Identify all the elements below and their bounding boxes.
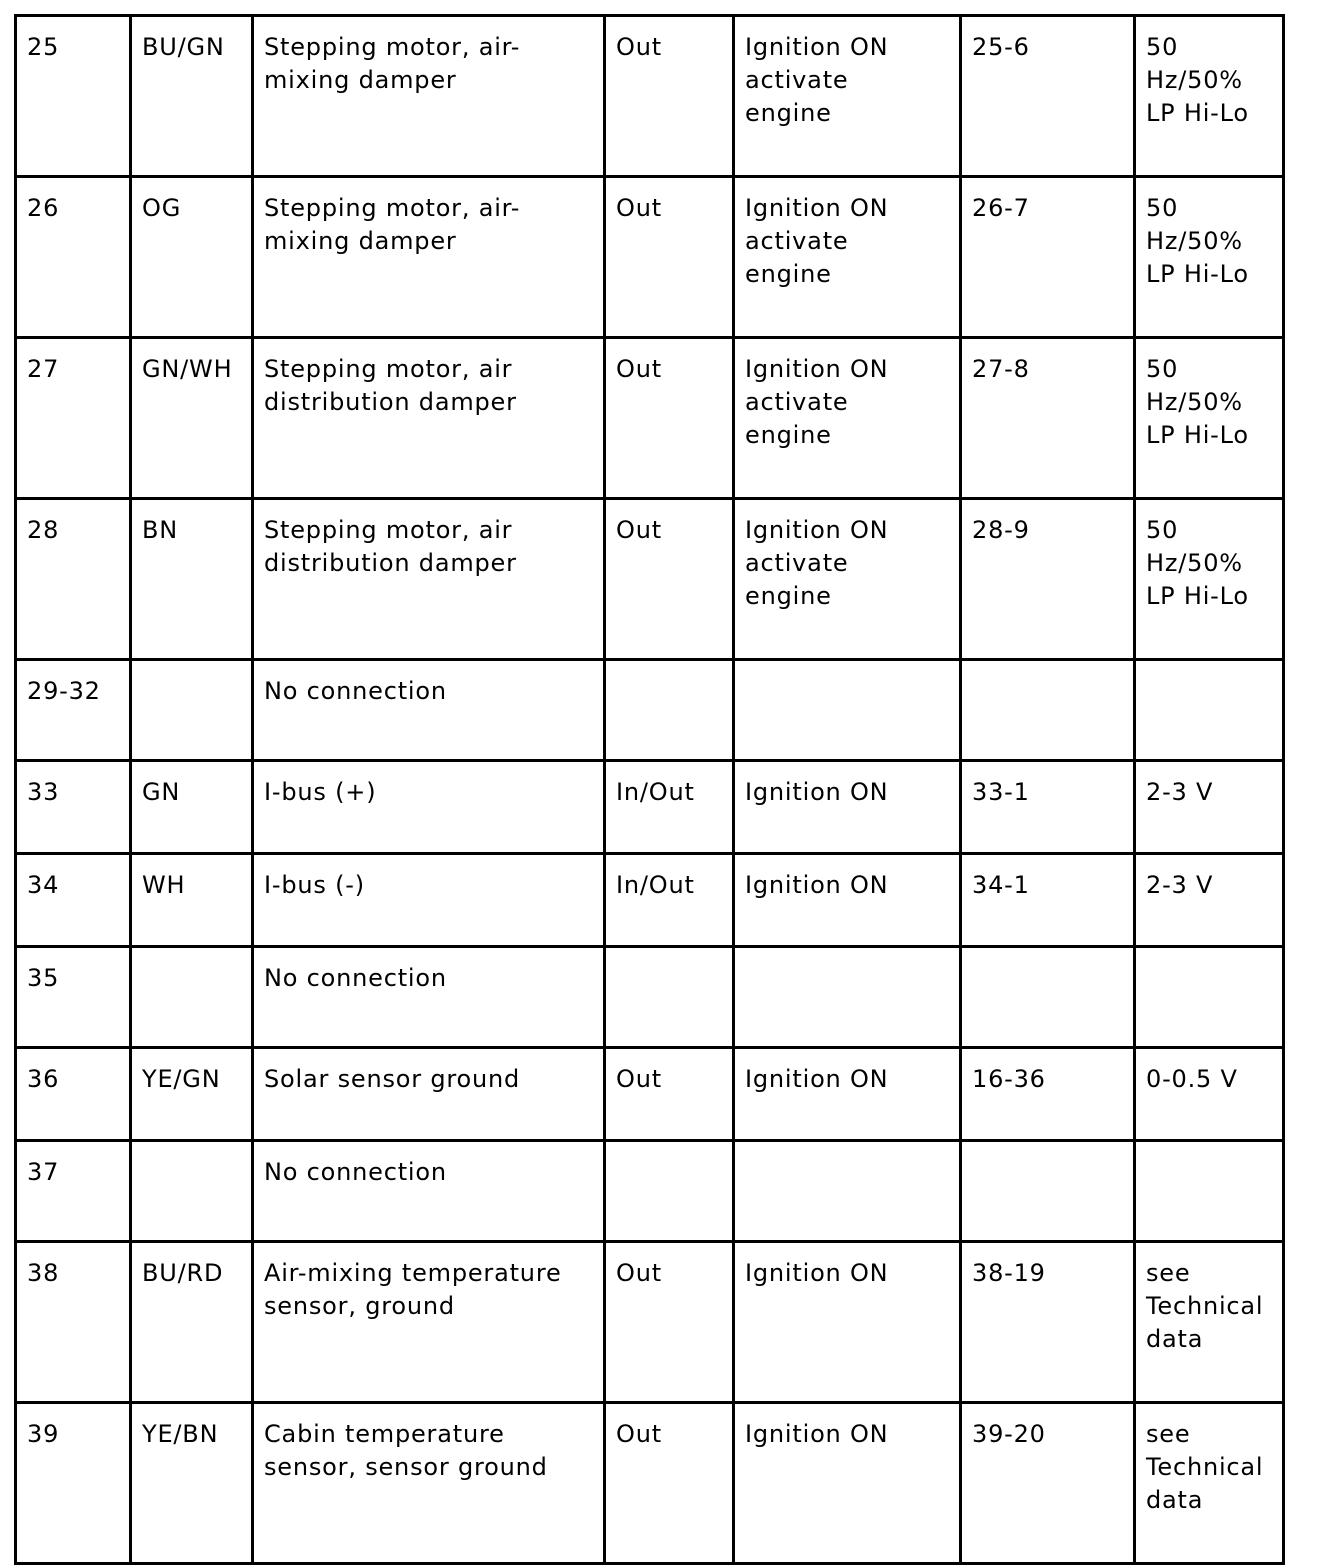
measure-cell: 26-7 (961, 177, 1135, 338)
description-cell: Stepping motor, air- mixing damper (253, 16, 605, 177)
table-row (16, 660, 1284, 761)
direction-cell (605, 947, 734, 1048)
table-row (16, 338, 1284, 499)
wire-color-cell: OG (131, 177, 253, 338)
value-cell: 50 Hz/50% LP Hi-Lo (1135, 338, 1284, 499)
direction-cell: Out (605, 1048, 734, 1141)
description-cell: I-bus (-) (253, 854, 605, 947)
pin-cell: 38 (16, 1242, 131, 1403)
value-cell: 50 Hz/50% LP Hi-Lo (1135, 16, 1284, 177)
description-cell: No connection (253, 947, 605, 1048)
value-cell: see Technical data (1135, 1242, 1284, 1403)
wire-color-cell: YE/GN (131, 1048, 253, 1141)
measure-cell: 27-8 (961, 338, 1135, 499)
table-row (16, 761, 1284, 854)
pin-cell: 29-32 (16, 660, 131, 761)
value-cell (1135, 1141, 1284, 1242)
pin-cell: 25 (16, 16, 131, 177)
pin-cell: 36 (16, 1048, 131, 1141)
condition-cell (734, 660, 961, 761)
condition-cell: Ignition ON (734, 1242, 961, 1403)
wire-color-cell (131, 947, 253, 1048)
wire-color-cell: YE/BN (131, 1403, 253, 1564)
direction-cell: Out (605, 16, 734, 177)
description-cell: No connection (253, 660, 605, 761)
condition-cell: Ignition ON activate engine (734, 338, 961, 499)
wire-color-cell: GN/WH (131, 338, 253, 499)
measure-cell (961, 947, 1135, 1048)
table-row (16, 1242, 1284, 1403)
wire-color-cell (131, 660, 253, 761)
wire-color-cell: BU/GN (131, 16, 253, 177)
description-cell: Air-mixing temperature sensor, ground (253, 1242, 605, 1403)
description-cell: Stepping motor, air distribution damper (253, 499, 605, 660)
measure-cell: 16-36 (961, 1048, 1135, 1141)
direction-cell: In/Out (605, 761, 734, 854)
value-cell (1135, 660, 1284, 761)
pin-cell: 37 (16, 1141, 131, 1242)
pin-cell: 33 (16, 761, 131, 854)
table-row (16, 854, 1284, 947)
table-row (16, 1403, 1284, 1564)
value-cell (1135, 947, 1284, 1048)
wire-color-cell: WH (131, 854, 253, 947)
wire-color-cell: GN (131, 761, 253, 854)
condition-cell: Ignition ON (734, 854, 961, 947)
condition-cell: Ignition ON activate engine (734, 16, 961, 177)
pin-cell: 26 (16, 177, 131, 338)
direction-cell: Out (605, 499, 734, 660)
measure-cell (961, 1141, 1135, 1242)
direction-cell: Out (605, 177, 734, 338)
description-cell: Stepping motor, air- mixing damper (253, 177, 605, 338)
direction-cell: Out (605, 1242, 734, 1403)
value-cell: 50 Hz/50% LP Hi-Lo (1135, 499, 1284, 660)
value-cell: 2-3 V (1135, 854, 1284, 947)
condition-cell: Ignition ON activate engine (734, 499, 961, 660)
measure-cell: 39-20 (961, 1403, 1135, 1564)
direction-cell: Out (605, 338, 734, 499)
condition-cell: Ignition ON (734, 1403, 961, 1564)
direction-cell: In/Out (605, 854, 734, 947)
table-row (16, 1141, 1284, 1242)
measure-cell: 33-1 (961, 761, 1135, 854)
measure-cell: 38-19 (961, 1242, 1135, 1403)
measure-cell (961, 660, 1135, 761)
condition-cell (734, 1141, 961, 1242)
wire-color-cell: BU/RD (131, 1242, 253, 1403)
measure-cell: 25-6 (961, 16, 1135, 177)
direction-cell (605, 660, 734, 761)
wire-color-cell (131, 1141, 253, 1242)
pin-cell: 39 (16, 1403, 131, 1564)
table-row (16, 947, 1284, 1048)
pin-cell: 35 (16, 947, 131, 1048)
table-row (16, 1048, 1284, 1141)
direction-cell (605, 1141, 734, 1242)
condition-cell (734, 947, 961, 1048)
value-cell: 0-0.5 V (1135, 1048, 1284, 1141)
description-cell: Stepping motor, air distribution damper (253, 338, 605, 499)
description-cell: Cabin temperature sensor, sensor ground (253, 1403, 605, 1564)
condition-cell: Ignition ON activate engine (734, 177, 961, 338)
pin-table (14, 14, 1285, 1565)
condition-cell: Ignition ON (734, 1048, 961, 1141)
measure-cell: 28-9 (961, 499, 1135, 660)
value-cell: 50 Hz/50% LP Hi-Lo (1135, 177, 1284, 338)
pin-cell: 34 (16, 854, 131, 947)
pin-cell: 27 (16, 338, 131, 499)
table-row (16, 16, 1284, 177)
table-row (16, 177, 1284, 338)
value-cell: see Technical data (1135, 1403, 1284, 1564)
direction-cell: Out (605, 1403, 734, 1564)
pin-table-body (16, 16, 1284, 1564)
description-cell: Solar sensor ground (253, 1048, 605, 1141)
description-cell: No connection (253, 1141, 605, 1242)
measure-cell: 34-1 (961, 854, 1135, 947)
pin-cell: 28 (16, 499, 131, 660)
table-row (16, 499, 1284, 660)
wire-color-cell: BN (131, 499, 253, 660)
description-cell: I-bus (+) (253, 761, 605, 854)
condition-cell: Ignition ON (734, 761, 961, 854)
value-cell: 2-3 V (1135, 761, 1284, 854)
